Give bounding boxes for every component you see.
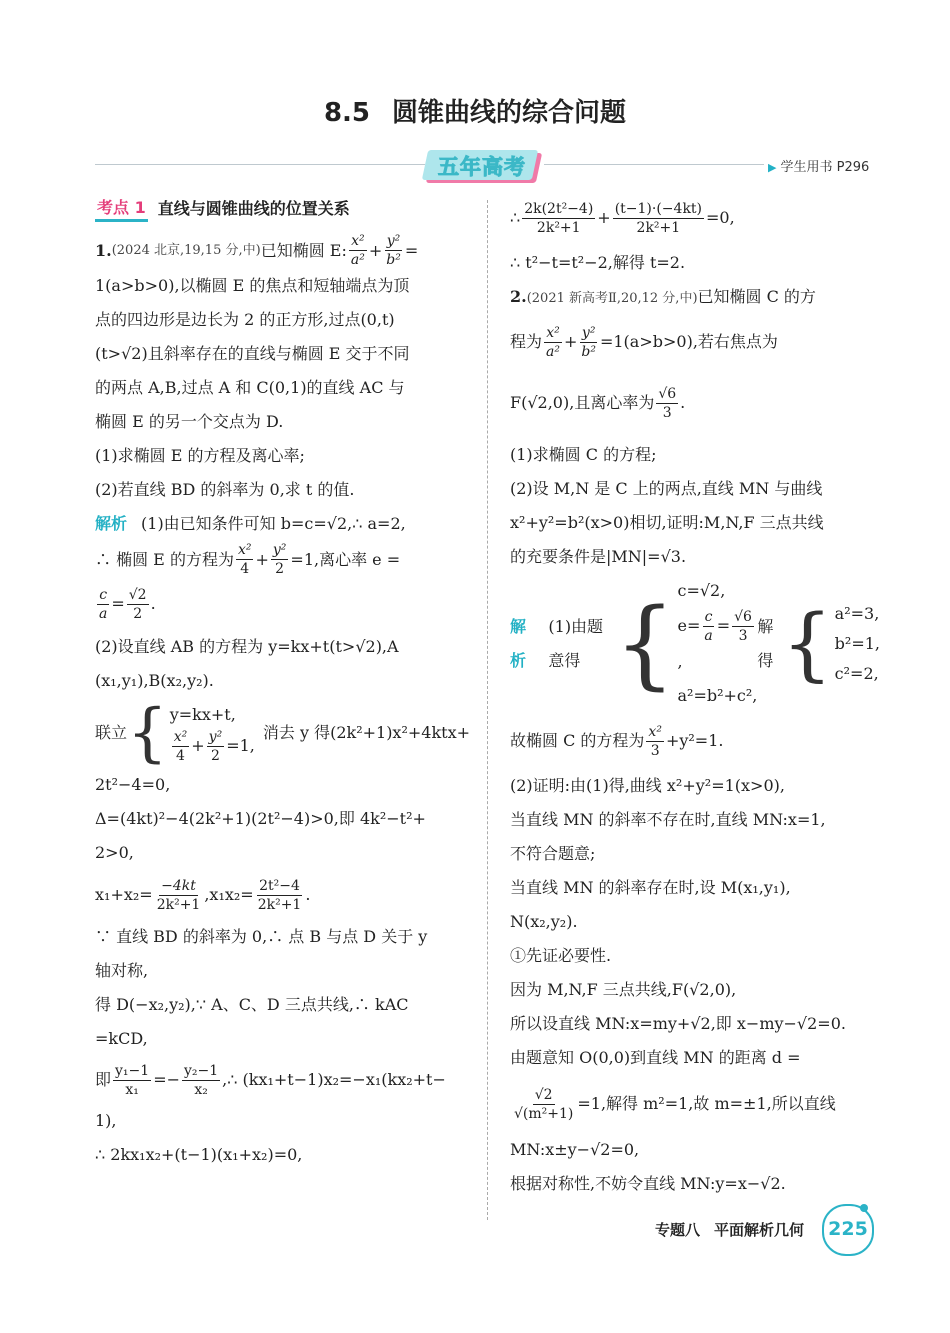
fraction: $\frac{\text{y²}}{\text{b²}}$ bbox=[581, 324, 596, 360]
q2-solution-11: 由题意知 O(0,0)到直线 MN 的距离 d = bbox=[510, 1048, 801, 1067]
q2-solution-13: MN:x±y−√2=0, bbox=[510, 1140, 640, 1159]
q2-solution-3: (2)证明:由(1)得,曲线 x²+y²=1(x>0), bbox=[510, 776, 785, 795]
footer-topic: 专题八 bbox=[655, 1221, 701, 1239]
solution-text: +y²=1. bbox=[665, 731, 724, 750]
equation-system bbox=[614, 574, 757, 713]
fraction: $\frac{\text{x²}}{\text{a²}}$ bbox=[350, 233, 365, 268]
q2-text: F(√2,0),且离心率为 bbox=[510, 393, 655, 412]
section-title: 圆锥曲线的综合问题 bbox=[392, 98, 627, 128]
solution-line-6 bbox=[95, 698, 475, 768]
solution-text: ∴ bbox=[510, 208, 521, 227]
solution-text: (1)由已知条件可知 b=c=√2,∴ a=2, bbox=[141, 514, 406, 533]
system-row: b²=1, bbox=[834, 633, 880, 653]
solution-text: =0, bbox=[706, 208, 735, 227]
fraction: $\frac{\text{y₁−1}}{\text{x₁}}$ bbox=[115, 1062, 150, 1098]
q2-text: 程为 bbox=[510, 332, 543, 351]
banner-label: 五年高考 bbox=[438, 155, 526, 179]
solution-text: 联立 bbox=[95, 723, 128, 742]
q1-text-4: (t>√2)且斜率存在的直线与椭圆 E 交于不同 bbox=[95, 344, 410, 363]
q2-solution-12 bbox=[510, 1075, 880, 1133]
right-column bbox=[510, 190, 880, 1201]
system-row: a²=3, bbox=[834, 603, 880, 623]
solution-line-15 bbox=[95, 1056, 475, 1104]
equation-system bbox=[781, 596, 880, 690]
solution-text: (1)由题意得 bbox=[548, 616, 604, 670]
solution-text: ,∴ (kx₁+t−1)x₂=−x₁(kx₂+t− bbox=[222, 1070, 446, 1089]
fraction: $\frac{\text{y²}}{2}$ bbox=[272, 542, 287, 577]
q1-text-5: 的两点 A,B,过点 A 和 C(0,1)的直线 AC 与 bbox=[95, 378, 405, 397]
fraction: $\frac{\text{y²}}{\text{b²}}$ bbox=[386, 233, 401, 268]
q2-solution-6: 当直线 MN 的斜率存在时,设 M(x₁,y₁), bbox=[510, 878, 791, 897]
page-number: 225 bbox=[822, 1204, 874, 1256]
q1-number: 1. bbox=[95, 240, 112, 260]
solution-line-13: 得 D(−x₂,y₂),∵ A、C、D 三点共线,∴ kAC bbox=[95, 995, 409, 1014]
left-column bbox=[95, 190, 475, 1172]
fraction: $\frac{√6}{3}$ bbox=[734, 609, 752, 644]
solution-line-8: Δ=(4kt)²−4(2k²+1)(2t²−4)>0,即 4k²−t²+ bbox=[95, 809, 426, 828]
solution-line-7: 2t²−4=0, bbox=[95, 775, 171, 794]
solution-text: 解得 bbox=[757, 616, 774, 670]
header-rule-right bbox=[544, 164, 764, 165]
fraction: $\frac{\text{2t²−4}}{\text{2k²+1}}$ bbox=[257, 877, 302, 913]
solution-text: 即 bbox=[95, 1070, 112, 1089]
q2-line-3: F(√2,0),且离心率为 $\frac{√6}{3}$ . bbox=[510, 385, 686, 421]
q2-solution-7: N(x₂,y₂). bbox=[510, 912, 578, 931]
page-number-dot bbox=[860, 1204, 868, 1212]
q1-line-1: 1. (2024 北京,19,15 分,中) 已知椭圆 E: $\frac{\text{x²}}{\text{a²}}$ + $\frac{\text{y²}}{\text{b²}}$ = bbox=[95, 233, 419, 268]
q2-part-1: (1)求椭圆 C 的方程; bbox=[510, 445, 657, 464]
left-brace: { bbox=[781, 596, 833, 690]
q2-solution-9: 因为 M,N,F 三点共线,F(√2,0), bbox=[510, 980, 737, 999]
solution-line-3: $\frac{c}{a}$ = $\frac{√2}{2}$ . bbox=[99, 586, 156, 622]
q1-text-3: 点的四边形是边长为 2 的正方形,过点(0,t) bbox=[95, 310, 395, 329]
solution-text: ,x₁x₂= bbox=[204, 885, 254, 904]
q2-text: =1(a>b>0),若右焦点为 bbox=[599, 332, 778, 351]
fraction: $\frac{\text{2k(2t²−4)}}{\text{2k²+1}}$ bbox=[524, 200, 594, 236]
solution-line-14: =kCD, bbox=[95, 1029, 148, 1048]
fraction: $\frac{\text{x²}}{\text{a²}}$ bbox=[546, 324, 560, 360]
solution-line-4: (2)设直线 AB 的方程为 y=kx+t(t>√2),A bbox=[95, 637, 399, 656]
solution-text: . bbox=[150, 594, 156, 613]
left-brace: { bbox=[127, 696, 168, 770]
solution-text: =− bbox=[153, 1070, 180, 1089]
q2-line-1 bbox=[510, 280, 880, 316]
q2-solution-2 bbox=[510, 713, 880, 769]
system-row: a²=b²+c², bbox=[677, 686, 758, 705]
q1-text-6: 椭圆 E 的另一个交点为 D. bbox=[95, 412, 284, 431]
solution-text: 消去 y 得(2k²+1)x²+4ktx+ bbox=[262, 723, 471, 742]
jiexi-label: 解析 bbox=[510, 616, 527, 670]
equation-system bbox=[127, 696, 255, 770]
fraction: $\frac{\text{x²}}{4}$ bbox=[173, 728, 188, 764]
solution-line-5: (x₁,y₁),B(x₂,y₂). bbox=[95, 671, 214, 690]
right-line-2: ∴ t²−t=t²−2,解得 t=2. bbox=[510, 253, 686, 272]
fraction: $\frac{√2}{\text{√(m²+1)}}$ bbox=[514, 1086, 574, 1122]
fraction: $\frac{\text{x²}}{3}$ bbox=[648, 723, 662, 759]
section-number: 8.5 bbox=[323, 98, 371, 128]
footer-title: 平面解析几何 bbox=[714, 1221, 805, 1239]
solution-line-1 bbox=[95, 507, 475, 541]
q2-solution-8: ①先证必要性. bbox=[510, 946, 612, 965]
q1-source: (2024 北京,19,15 分,中) bbox=[111, 242, 261, 258]
kaodian-title: 直线与圆锥曲线的位置关系 bbox=[157, 199, 350, 218]
fraction: $\frac{c}{a}$ bbox=[99, 586, 108, 622]
system-row: e= $\frac{c}{a}$ = $\frac{√6}{3}$ , bbox=[677, 609, 752, 671]
fraction: $\frac{\text{x²}}{4}$ bbox=[237, 542, 252, 577]
solution-text: ∴ 椭圆 E 的方程为 bbox=[95, 549, 234, 569]
solution-line-11: ∵ 直线 BD 的斜率为 0,∴ 点 B 与点 D 关于 y bbox=[95, 927, 428, 946]
fraction: $\frac{\text{y²}}{2}$ bbox=[208, 728, 223, 764]
triangle-right-icon: ▶ bbox=[768, 161, 777, 174]
fraction: $\frac{-4kt}{\text{2k²+1}}$ bbox=[156, 877, 201, 913]
q2-solution-4: 当直线 MN 的斜率不存在时,直线 MN:x=1, bbox=[510, 810, 826, 829]
system-row: c=√2, bbox=[677, 581, 726, 600]
solution-line-17: ∴ 2kx₁x₂+(t−1)(x₁+x₂)=0, bbox=[95, 1145, 303, 1164]
column-divider bbox=[487, 200, 488, 1220]
right-line-1: ∴ $\frac{\text{2k(2t²−4)}}{\text{2k²+1}}$ + $\frac{(t-1)\cdot(-4kt)}{\text{2k²+1}}$ =0, bbox=[510, 200, 735, 236]
q2-line-2: 程为 $\frac{\text{x²}}{\text{a²}}$ + $\frac{\text{y²}}{\text{b²}}$ =1(a>b>0),若右焦点为 bbox=[510, 324, 778, 360]
solution-line-12: 轴对称, bbox=[95, 961, 149, 980]
page-title bbox=[0, 92, 950, 129]
system-row: $\frac{\text{x²}}{4}$ + $\frac{\text{y²}}{2}$ =1, bbox=[173, 728, 255, 764]
solution-text: =1,解得 m²=1,故 m=±1,所以直线 bbox=[577, 1094, 836, 1113]
fraction: $\frac{c}{a}$ bbox=[704, 609, 713, 644]
q1-text-2: 1(a>b>0),以椭圆 E 的焦点和短轴端点为顶 bbox=[95, 276, 410, 295]
solution-text: =1,离心率 e = bbox=[290, 549, 401, 569]
q2-part-2: (2)设 M,N 是 C 上的两点,直线 MN 与曲线 bbox=[510, 479, 823, 498]
solution-text: 故椭圆 C 的方程为 bbox=[510, 731, 645, 750]
q2-source: (2021 新高考Ⅱ,20,12 分,中) bbox=[526, 291, 698, 306]
system-row: c²=2, bbox=[834, 663, 879, 683]
header-rule-left bbox=[95, 164, 425, 165]
q2-solution-10: 所以设直线 MN:x=my+√2,即 x−my−√2=0. bbox=[510, 1014, 846, 1033]
q2-part-3: x²+y²=b²(x>0)相切,证明:M,N,F 三点共线 bbox=[510, 513, 824, 532]
q2-solution-14: 根据对称性,不妨令直线 MN:y=x−√2. bbox=[510, 1174, 786, 1193]
q2-text: 已知椭圆 C 的方 bbox=[697, 287, 816, 306]
fraction: $\frac{(t-1)\cdot(-4kt)}{\text{2k²+1}}$ bbox=[614, 200, 703, 236]
footer bbox=[655, 1219, 818, 1240]
solution-text: x₁+x₂= bbox=[95, 885, 153, 904]
solution-line-9: 2>0, bbox=[95, 843, 134, 862]
fraction: $\frac{\text{y₂−1}}{\text{x₂}}$ bbox=[184, 1062, 219, 1098]
book-reference bbox=[768, 156, 869, 175]
q1-text-1: 已知椭圆 E: bbox=[260, 240, 347, 260]
q2-solution-5: 不符合题意; bbox=[510, 844, 596, 863]
solution-line-10: x₁+x₂= $\frac{-4kt}{\text{2k²+1}}$ ,x₁x₂= $\frac{\text{2t²−4}}{\text{2k²+1}}$ . bbox=[95, 877, 311, 913]
banner bbox=[425, 150, 543, 184]
q1-part-1: (1)求椭圆 E 的方程及离心率; bbox=[95, 446, 305, 465]
solution-line-16: 1), bbox=[95, 1111, 117, 1130]
q2-solution-1 bbox=[510, 574, 880, 713]
kaodian-tag: 考点 1 bbox=[95, 197, 148, 222]
left-brace: { bbox=[614, 587, 676, 700]
kaodian-heading bbox=[95, 192, 475, 226]
jiexi-label: 解析 bbox=[95, 514, 128, 533]
q1-part-2: (2)若直线 BD 的斜率为 0,求 t 的值. bbox=[95, 480, 355, 499]
solution-line-2: ∴ 椭圆 E 的方程为 $\frac{\text{x²}}{4}$ + $\frac{\text{y²}}{2}$ =1,离心率 e = bbox=[95, 542, 401, 577]
reference-label: 学生用书 P296 bbox=[780, 160, 870, 175]
q2-part-4: 的充要条件是|MN|=√3. bbox=[510, 547, 687, 566]
fraction: $\frac{√6}{3}$ bbox=[658, 385, 677, 421]
fraction: $\frac{√2}{2}$ bbox=[128, 586, 147, 622]
system-row: y=kx+t, bbox=[169, 704, 236, 724]
q2-number: 2. bbox=[510, 287, 527, 306]
